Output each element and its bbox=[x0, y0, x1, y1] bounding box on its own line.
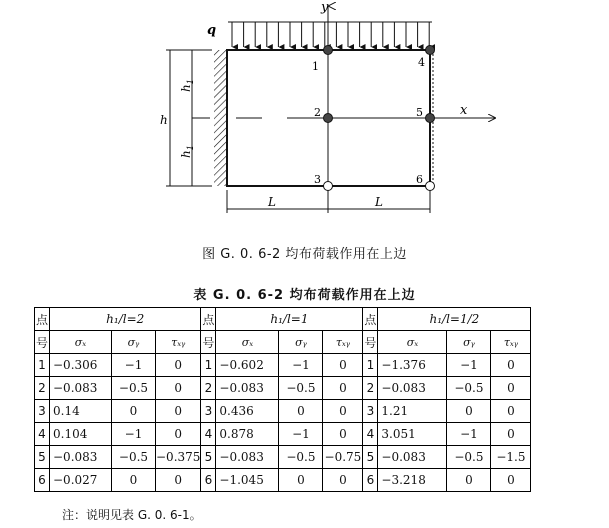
table-row bbox=[35, 423, 531, 446]
node-1 bbox=[324, 46, 333, 55]
node-label-5: 5 bbox=[416, 106, 423, 119]
value-cell: −0.602 bbox=[216, 354, 279, 377]
node-5 bbox=[426, 114, 435, 123]
sub-header-tau-xy: τₓᵧ bbox=[491, 331, 531, 354]
data-table bbox=[34, 307, 531, 492]
h1-lower-label: $h_1$ bbox=[179, 145, 195, 158]
x-axis-label: x bbox=[460, 103, 468, 118]
point-header-top-2: 点 bbox=[201, 308, 216, 331]
h-dimension bbox=[166, 50, 212, 186]
h1-upper-label: $h_1$ bbox=[179, 79, 195, 92]
point-number-cell: 1 bbox=[201, 354, 216, 377]
value-cell: −1 bbox=[112, 423, 156, 446]
point-number-cell: 3 bbox=[363, 400, 378, 423]
value-cell: 0 bbox=[279, 400, 323, 423]
value-cell: 0 bbox=[447, 469, 491, 492]
table-note: 注：说明见表 G. 0. 6-1。 bbox=[62, 508, 202, 522]
table-subheader-row bbox=[35, 331, 531, 354]
point-number-cell: 1 bbox=[35, 354, 50, 377]
value-cell: 0 bbox=[156, 377, 201, 400]
value-cell: 0 bbox=[156, 400, 201, 423]
L-left-label: L bbox=[268, 195, 276, 209]
node-4 bbox=[426, 46, 435, 55]
value-cell: −0.5 bbox=[447, 377, 491, 400]
point-header-bottom-3: 号 bbox=[363, 331, 378, 354]
point-number-cell: 6 bbox=[201, 469, 216, 492]
table-row bbox=[35, 354, 531, 377]
point-number-cell: 2 bbox=[363, 377, 378, 400]
figure-diagram bbox=[0, 0, 609, 240]
group-header-2: h₁/l=1 bbox=[216, 308, 363, 331]
sub-header-sigma-x: σₓ bbox=[50, 331, 112, 354]
value-cell: 0 bbox=[323, 469, 363, 492]
sub-header-sigma-y: σᵧ bbox=[447, 331, 491, 354]
value-cell: −1.5 bbox=[491, 446, 531, 469]
value-cell: 0.104 bbox=[50, 423, 112, 446]
table-row bbox=[35, 377, 531, 400]
node-label-2: 2 bbox=[314, 106, 321, 119]
value-cell: −0.083 bbox=[216, 446, 279, 469]
node-3 bbox=[324, 182, 333, 191]
node-label-4: 4 bbox=[418, 56, 425, 69]
value-cell: −0.75 bbox=[323, 446, 363, 469]
y-axis-label: y bbox=[321, 0, 329, 15]
value-cell: −0.027 bbox=[50, 469, 112, 492]
value-cell: 0 bbox=[112, 469, 156, 492]
value-cell: −1 bbox=[447, 354, 491, 377]
value-cell: 0 bbox=[279, 469, 323, 492]
value-cell: −0.083 bbox=[216, 377, 279, 400]
node-label-6: 6 bbox=[416, 173, 423, 186]
sub-header-sigma-x: σₓ bbox=[216, 331, 279, 354]
value-cell: −1 bbox=[112, 354, 156, 377]
sub-header-sigma-y: σᵧ bbox=[279, 331, 323, 354]
value-cell: −0.5 bbox=[112, 446, 156, 469]
value-cell: −1 bbox=[279, 354, 323, 377]
value-cell: −0.083 bbox=[378, 377, 447, 400]
sub-header-tau-xy: τₓᵧ bbox=[156, 331, 201, 354]
node-6 bbox=[426, 182, 435, 191]
value-cell: 0 bbox=[323, 423, 363, 446]
value-cell: 0 bbox=[156, 423, 201, 446]
value-cell: −0.5 bbox=[447, 446, 491, 469]
value-cell: −0.083 bbox=[378, 446, 447, 469]
value-cell: 0 bbox=[491, 377, 531, 400]
table-title: 表 G. 0. 6-2 均布荷载作用在上边 bbox=[193, 288, 416, 303]
group-header-3: h₁/l=1/2 bbox=[378, 308, 531, 331]
point-number-cell: 3 bbox=[35, 400, 50, 423]
left-support-hatch bbox=[214, 50, 226, 186]
point-number-cell: 5 bbox=[201, 446, 216, 469]
value-cell: −0.5 bbox=[112, 377, 156, 400]
node-label-1: 1 bbox=[312, 60, 319, 73]
node-2 bbox=[324, 114, 333, 123]
table-row bbox=[35, 469, 531, 492]
point-header-top-1: 点 bbox=[35, 308, 50, 331]
value-cell: 0 bbox=[491, 469, 531, 492]
value-cell: 1.21 bbox=[378, 400, 447, 423]
value-cell: −3.218 bbox=[378, 469, 447, 492]
value-cell: −1 bbox=[447, 423, 491, 446]
value-cell: −1.045 bbox=[216, 469, 279, 492]
value-cell: 0 bbox=[447, 400, 491, 423]
L-right-label: L bbox=[375, 195, 383, 209]
value-cell: −0.5 bbox=[279, 377, 323, 400]
value-cell: 0 bbox=[491, 423, 531, 446]
value-cell: 0 bbox=[491, 354, 531, 377]
value-cell: 0 bbox=[156, 354, 201, 377]
value-cell: −0.083 bbox=[50, 446, 112, 469]
value-cell: 0 bbox=[323, 377, 363, 400]
value-cell: 0.878 bbox=[216, 423, 279, 446]
value-cell: −0.375 bbox=[156, 446, 201, 469]
sub-header-sigma-x: σₓ bbox=[378, 331, 447, 354]
point-number-cell: 5 bbox=[363, 446, 378, 469]
group-header-1: h₁/l=2 bbox=[50, 308, 201, 331]
value-cell: 0.14 bbox=[50, 400, 112, 423]
value-cell: 0 bbox=[323, 400, 363, 423]
point-number-cell: 4 bbox=[35, 423, 50, 446]
value-cell: 0 bbox=[112, 400, 156, 423]
sub-header-sigma-y: σᵧ bbox=[112, 331, 156, 354]
figure-caption: 图 G. 0. 6-2 均布荷载作用在上边 bbox=[202, 247, 407, 262]
value-cell: −0.306 bbox=[50, 354, 112, 377]
point-header-bottom-2: 号 bbox=[201, 331, 216, 354]
point-number-cell: 2 bbox=[35, 377, 50, 400]
point-number-cell: 4 bbox=[363, 423, 378, 446]
point-number-cell: 6 bbox=[35, 469, 50, 492]
value-cell: −1.376 bbox=[378, 354, 447, 377]
table-row bbox=[35, 400, 531, 423]
value-cell: 0 bbox=[491, 400, 531, 423]
value-cell: 3.051 bbox=[378, 423, 447, 446]
point-header-bottom-1: 号 bbox=[35, 331, 50, 354]
point-number-cell: 3 bbox=[201, 400, 216, 423]
load-label: q bbox=[207, 23, 217, 38]
value-cell: −1 bbox=[279, 423, 323, 446]
point-header-top-3: 点 bbox=[363, 308, 378, 331]
point-number-cell: 4 bbox=[201, 423, 216, 446]
value-cell: −0.083 bbox=[50, 377, 112, 400]
sub-header-tau-xy: τₓᵧ bbox=[323, 331, 363, 354]
point-number-cell: 6 bbox=[363, 469, 378, 492]
value-cell: −0.5 bbox=[279, 446, 323, 469]
point-number-cell: 1 bbox=[363, 354, 378, 377]
h-label: h bbox=[160, 113, 168, 127]
table-row bbox=[35, 446, 531, 469]
table-header-row bbox=[35, 308, 531, 331]
point-number-cell: 2 bbox=[201, 377, 216, 400]
node-label-3: 3 bbox=[314, 173, 321, 186]
value-cell: 0 bbox=[323, 354, 363, 377]
point-number-cell: 5 bbox=[35, 446, 50, 469]
value-cell: 0.436 bbox=[216, 400, 279, 423]
value-cell: 0 bbox=[156, 469, 201, 492]
